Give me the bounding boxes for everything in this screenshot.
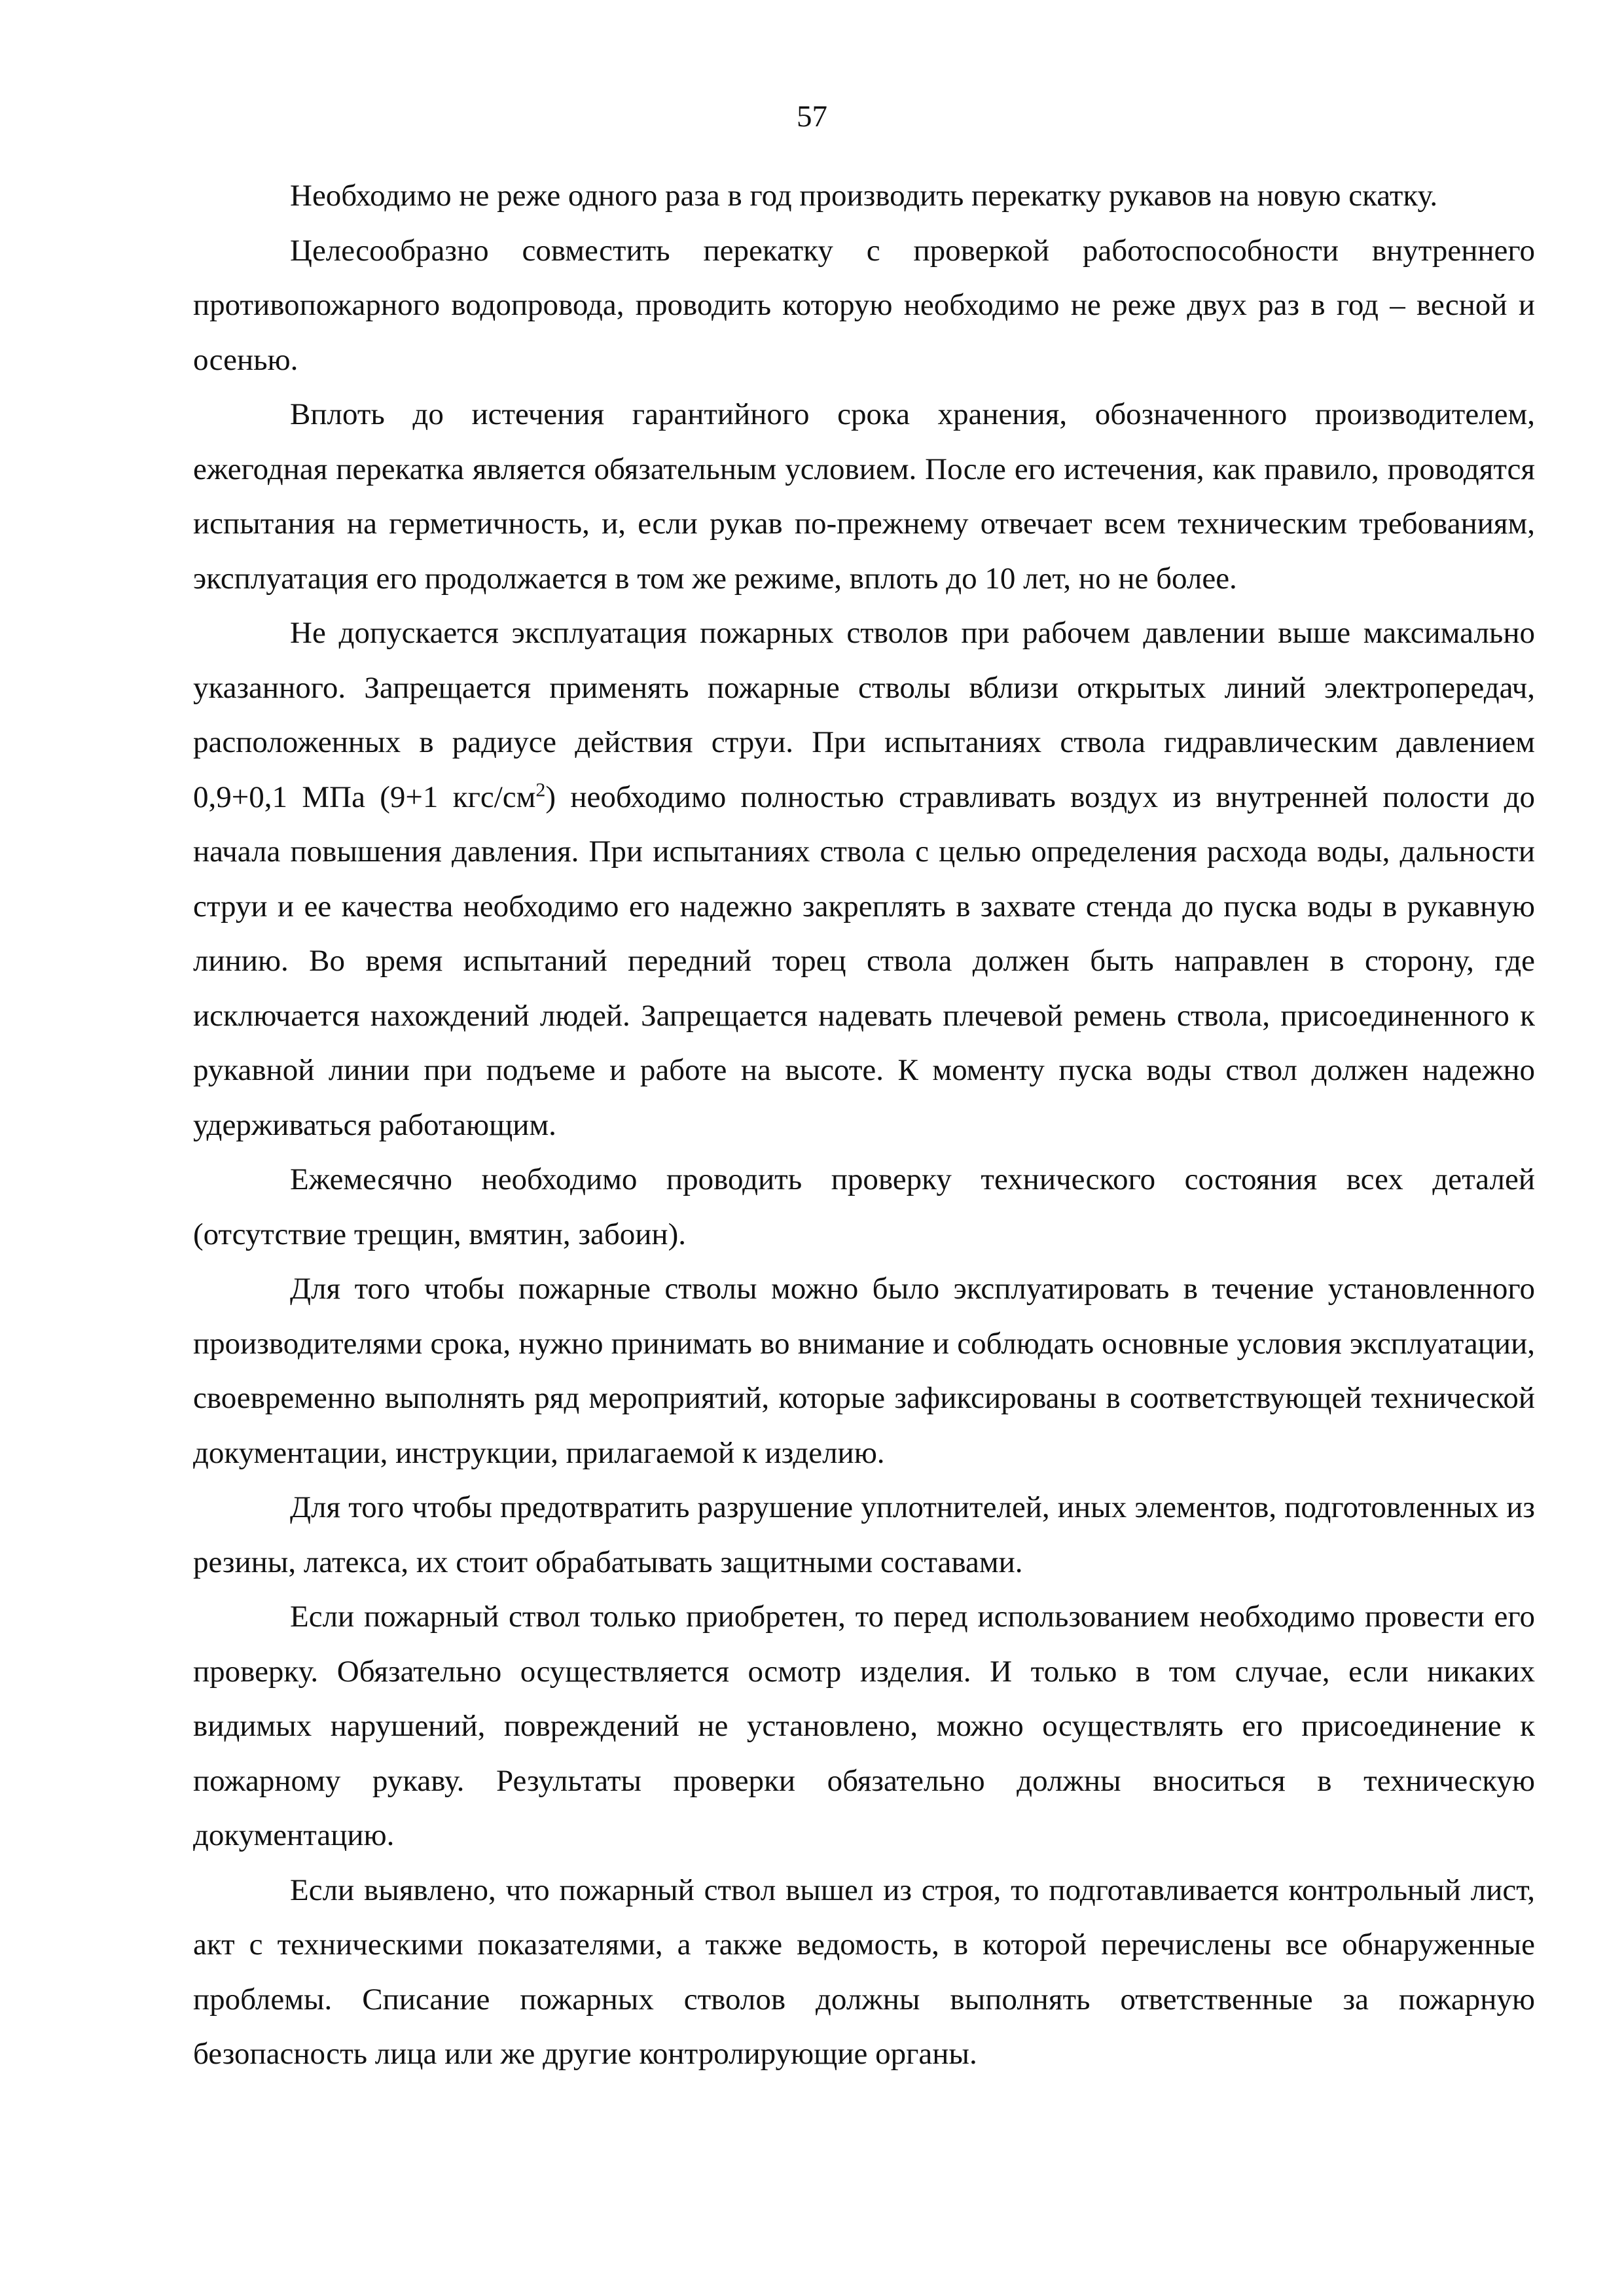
paragraph-3: Вплоть до истечения гарантийного срока хранения, обозначенного производителем, ежегодная перекатка является обязательным условием. После его истечения, как правило, проводятся испытания на герметичность, и, если рукав по-прежнему отвечает всем техническим требованиям, эксплуатация его продолжается в том же режиме, вплоть до 10 лет, но не более. xyxy=(193,397,1535,596)
page-number: 57 xyxy=(797,99,827,134)
paragraph-2: Целесообразно совместить перекатку с проверкой работоспособности внутреннего противопожарного водопровода, проводить которую необходимо не реже двух раз в год – весной и осенью. xyxy=(193,233,1535,377)
paragraph-4 xyxy=(193,606,1535,1153)
paragraph-9: Если выявлено, что пожарный ствол вышел из строя, то подготавливается контрольный лист, акт с техническими показателями, а также ведомость, в которой перечислены все обнаруженные проблемы. Списание пожарных стволов должны выполнять ответственные за пожарную безопасность лица или же другие контролирующие органы. xyxy=(193,1873,1535,2071)
paragraph-4-text-after: ) необходимо полностью стравливать воздух из внутренней полости до начала повышения давления. При испытаниях ствола с целью определения расхода воды, дальности струи и ее качества необходимо его надежно закреплять в захвате стенда до пуска воды в рукавную линию. Во время испытаний передний торец ствола должен быть направлен в сторону, где исключается нахождений людей. Запрещается надевать плечевой ремень ствола, присоединенного к рукавной линии при подъеме и работе на высоте. К моменту пуска воды ствол должен надежно удерживаться работающим. xyxy=(193,780,1535,1142)
document-body xyxy=(193,169,1535,2082)
paragraph-1: Необходимо не реже одного раза в год производить перекатку рукавов на новую скатку. xyxy=(290,179,1438,213)
paragraph-8: Если пожарный ствол только приобретен, то перед использованием необходимо провести его проверку. Обязательно осуществляется осмотр изделия. И только в том случае, если никаких видимых нарушений, повреждений не установлено, можно осуществлять его присоединение к пожарному рукаву. Результаты проверки обязательно должны вноситься в техническую документацию. xyxy=(193,1600,1535,1852)
paragraph-6: Для того чтобы пожарные стволы можно было эксплуатировать в течение установленного производителями срока, нужно принимать во внимание и соблюдать основные условия эксплуатации, своевременно выполнять ряд мероприятий, которые зафиксированы в соответствующей технической документации, инструкции, прилагаемой к изделию. xyxy=(193,1272,1535,1470)
paragraph-4-text-before: Не допускается эксплуатация пожарных стволов при рабочем давлении выше максимально указанного. Запрещается применять пожарные стволы вблизи открытых линий электропередач, расположенных в радиусе действия струи. При испытаниях ствола гидравлическим давлением 0,9+0,1 МПа (9+1 кгс/см xyxy=(193,616,1535,814)
paragraph-5: Ежемесячно необходимо проводить проверку технического состояния всех деталей (отсутствие трещин, вмятин, забоин). xyxy=(193,1162,1535,1251)
paragraph-7: Для того чтобы предотвратить разрушение уплотнителей, иных элементов, подготовленных из резины, латекса, их стоит обрабатывать защитными составами. xyxy=(193,1490,1535,1579)
unit-square-superscript: 2 xyxy=(535,778,546,800)
